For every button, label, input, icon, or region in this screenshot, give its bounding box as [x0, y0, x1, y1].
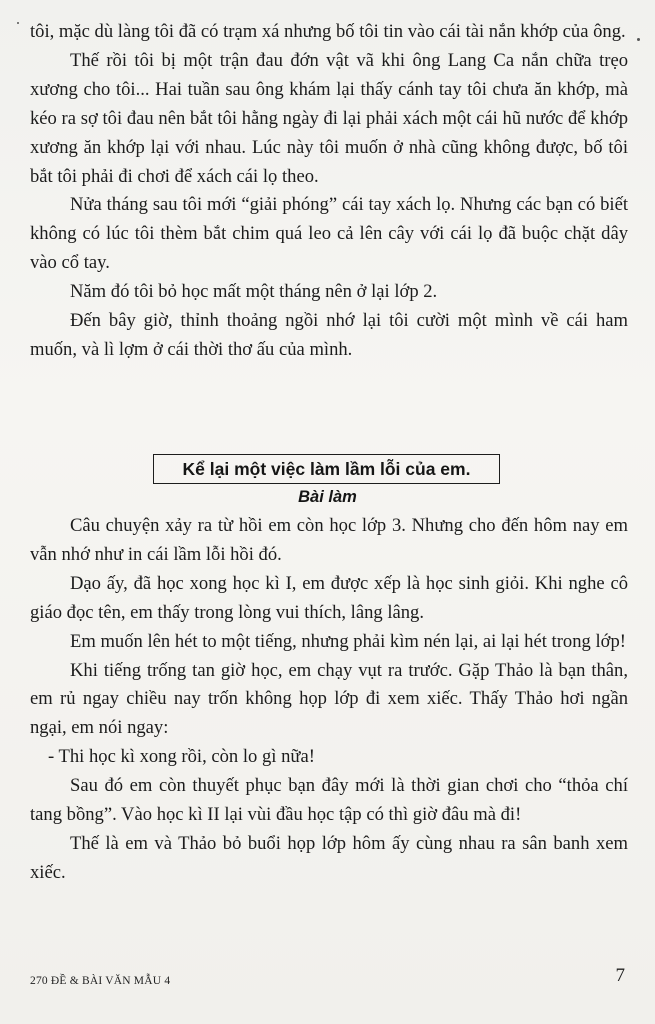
section-heading: Kể lại một việc làm lầm lỗi của em.: [153, 454, 500, 484]
paragraph: Đến bây giờ, thỉnh thoảng ngồi nhớ lại tôi cười một mình về cái ham muốn, và lì lợm ở cái thời thơ ấu của mình.: [30, 310, 628, 360]
paragraph: Dạo ấy, đã học xong học kì I, em được xếp là học sinh giỏi. Khi nghe cô giáo đọc tên, em thấy trong lòng vui thích, lâng lâng.: [30, 572, 628, 623]
paragraph: Năm đó tôi bỏ học mất một tháng nên ở lại lớp 2.: [70, 281, 438, 303]
paragraph: Thế là em và Thảo bỏ buổi họp lớp hôm ấy cùng nhau ra sân banh xem xiếc.: [30, 832, 628, 883]
paragraph: Em muốn lên hét to một tiếng, nhưng phải kìm nén lại, ai lại hét trong lớp!: [70, 630, 626, 652]
paragraph: Nửa tháng sau tôi mới “giải phóng” cái tay xách lọ. Nhưng các bạn có biết không có lúc tôi thèm bắt chim quá leo cả lên cây với cái lọ đã buộc chặt dây vào cổ tay.: [30, 194, 628, 274]
essay-text-block: [30, 512, 628, 888]
section-subheading: Bài làm: [298, 488, 357, 506]
dialogue-line: - Thi học kì xong rồi, còn lo gì nữa!: [48, 746, 315, 768]
intro-text-block: [30, 18, 628, 365]
footer-book-title: 270 ĐỀ & BÀI VĂN MẪU 4: [30, 975, 171, 987]
paragraph: Thế rồi tôi bị một trận đau đớn vật vã khi ông Lang Ca nắn chữa trẹo xương cho tôi... Hai tuần sau ông khám lại thấy cánh tay tôi chưa ăn khớp, mà kéo ra sợ tôi đau nên bắt tôi hằng ngày đi lại phải xách một cái hũ nước để khớp xương ăn khớp lại với nhau. Lúc này tôi muốn ở nhà cũng không được, bố tôi bắt tôi phải đi chơi để xách cái lọ theo.: [30, 49, 628, 187]
paper-speck: [637, 38, 640, 41]
page-number: 7: [615, 965, 625, 986]
paragraph: Sau đó em còn thuyết phục bạn đây mới là thời gian chơi cho “thỏa chí tang bồng”. Vào học kì II lại vùi đầu học tập có thì giờ đâu mà đi!: [30, 775, 628, 826]
paragraph: tôi, mặc dù làng tôi đã có trạm xá nhưng bố tôi tin vào cái tài nắn khớp của ông.: [30, 21, 626, 42]
paragraph: Câu chuyện xảy ra từ hồi em còn học lớp 3. Nhưng cho đến hôm nay em vẫn nhớ như in cái lầm lỗi hồi đó.: [30, 515, 628, 565]
paper-speck: [17, 22, 19, 24]
paragraph: Khi tiếng trống tan giờ học, em chạy vụt ra trước. Gặp Thảo là bạn thân, em rủ ngay chiều nay trốn không họp lớp đi xem xiếc. Thấy Thảo hơi ngần ngại, em nói ngay:: [30, 659, 628, 739]
